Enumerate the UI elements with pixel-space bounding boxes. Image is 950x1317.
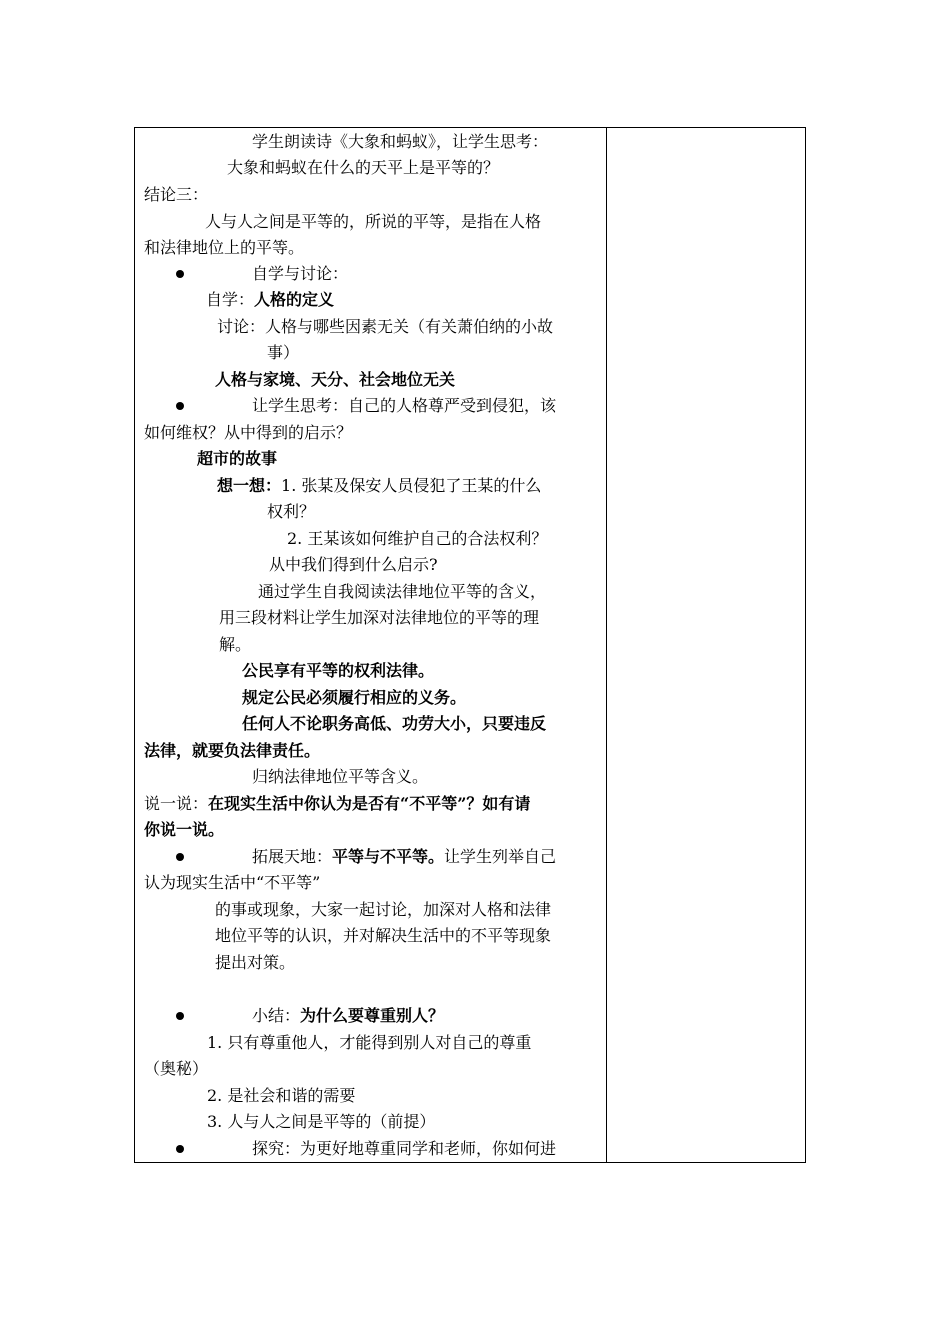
column-divider: [606, 127, 607, 1163]
text-line: 归纳法律地位平等含义。: [252, 767, 429, 786]
bullet-icon: [176, 1145, 184, 1153]
text-line: 法律，就要负法律责任。: [144, 741, 321, 760]
text-line: 任何人不论职务高低、功劳大小，只要违反: [242, 714, 547, 733]
text-line: 拓展天地：平等与不平等。让学生列举自己: [252, 847, 557, 866]
bullet-icon: [176, 1012, 184, 1020]
text-line: 2. 王某该如何维护自己的合法权利？: [287, 529, 548, 548]
text-line: 提出对策。: [215, 953, 296, 972]
text-line: 权利？: [267, 502, 316, 521]
text-line: 从中我们得到什么启示?: [269, 555, 438, 574]
text-line: 大象和蚂蚁在什么的天平上是平等的？: [227, 158, 500, 177]
text-line: 学生朗读诗《大象和蚂蚁》，让学生思考：: [252, 132, 549, 151]
text-line: 说一说：在现实生活中你认为是否有“不平等”？如有请: [144, 794, 531, 813]
text-line: 解。: [219, 635, 252, 654]
text-line: 3. 人与人之间是平等的（前提）: [207, 1112, 436, 1131]
text-line: 如何维权？从中得到的启示？: [144, 423, 353, 442]
text-line: 人与人之间是平等的，所说的平等，是指在人格: [205, 212, 542, 231]
text-line: 结论三：: [144, 185, 209, 204]
text-line: 你说一说。: [144, 820, 225, 839]
bullet-icon: [176, 270, 184, 278]
text-line: 小结：为什么要尊重别人？: [252, 1006, 445, 1025]
text-line: 地位平等的认识，并对解决生活中的不平等现象: [215, 926, 552, 945]
text-line: 想一想：1. 张某及保安人员侵犯了王某的什么: [217, 476, 542, 495]
text-line: 让学生思考：自己的人格尊严受到侵犯，该: [252, 396, 557, 415]
bullet-icon: [176, 402, 184, 410]
text-line: 的事或现象，大家一起讨论，加深对人格和法律: [215, 900, 552, 919]
bullet-icon: [176, 853, 184, 861]
text-line: 2. 是社会和谐的需要: [207, 1086, 356, 1105]
text-line: 讨论：人格与哪些因素无关（有关萧伯纳的小故: [217, 317, 554, 336]
text-line: 和法律地位上的平等。: [144, 238, 305, 257]
text-line: 事）: [267, 343, 300, 362]
text-line: 认为现实生活中“不平等”: [144, 873, 321, 892]
text-line: 自学：人格的定义: [206, 290, 335, 309]
text-line: 探究：为更好地尊重同学和老师，你如何进: [252, 1139, 557, 1158]
text-line: 通过学生自我阅读法律地位平等的含义，: [258, 582, 547, 601]
text-line: 用三段材料让学生加深对法律地位的平等的理: [219, 608, 540, 627]
text-line: 规定公民必须履行相应的义务。: [242, 688, 467, 707]
text-line: 1. 只有尊重他人，才能得到别人对自己的尊重: [207, 1033, 532, 1052]
text-line: 公民享有平等的权利法律。: [242, 661, 435, 680]
text-line: 超市的故事: [197, 449, 278, 468]
text-line: 人格与家境、天分、社会地位无关: [215, 370, 456, 389]
text-line: （奥秘）: [144, 1059, 209, 1078]
text-line: 自学与讨论：: [252, 264, 349, 283]
